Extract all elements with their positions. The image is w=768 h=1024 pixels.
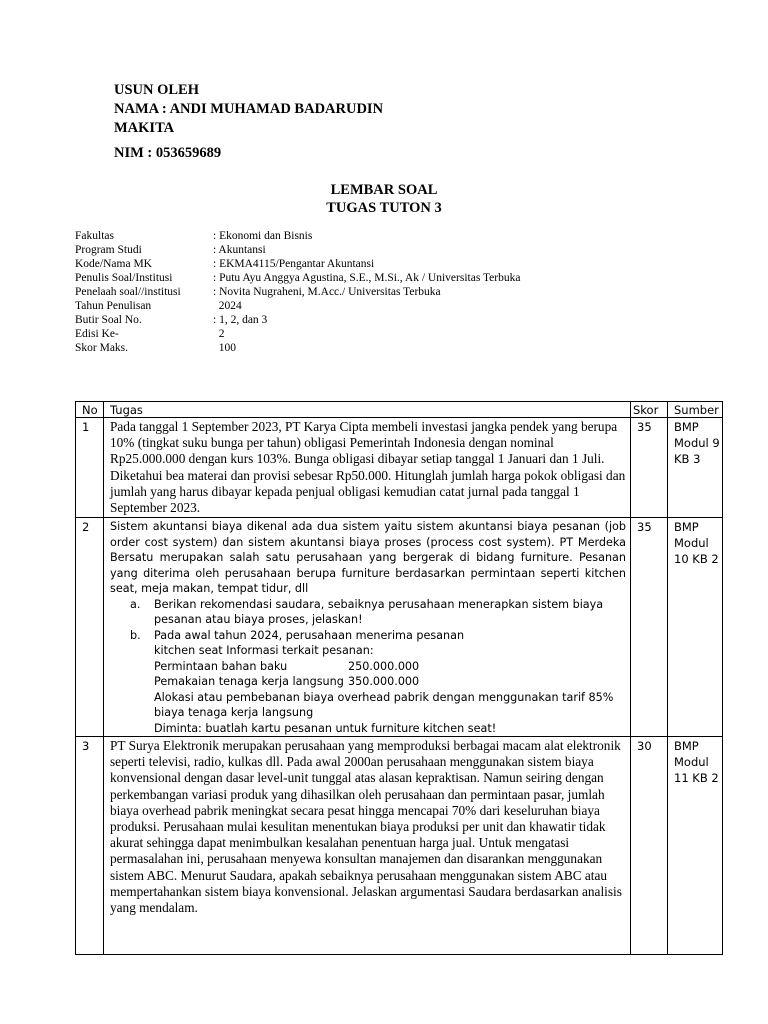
author-name: NAMA : ANDI MUHAMAD BADARUDIN MAKITA: [114, 101, 384, 136]
info-label: Kode/Nama MK: [75, 258, 152, 270]
info-value: : Novita Nugraheni, M.Acc./ Universitas Terbuka: [213, 286, 441, 298]
header-tugas: Tugas: [104, 402, 631, 418]
overhead-allocation: Alokasi atau pembebanan biaya overhead pabrik dengan menggunakan tarif 85% biaya tenaga kerja langsung: [154, 690, 614, 719]
info-value: 2: [213, 328, 225, 340]
cost-item: [110, 674, 626, 690]
task-item-b: [110, 628, 626, 644]
info-label: Penulis Soal/Institusi: [75, 272, 173, 284]
task-text: Pada tanggal 1 September 2023, PT Karya Cipta membeli investasi jangka pendek yang berupa 10% (tingkat suku bunga per tahun) obligasi Pemerintah Indonesia dengan nominal Rp25.000.000 dengan kurs 103%. Bunga obligasi dibayar setiap tanggal 1 Januari dan 1 Juli. Diketahui bea materai dan provisi sebesar Rp50.000. Hitunglah jumlah harga pokok obligasi dan jumlah yang harus dibayar kepada penjual obligasi kemudian catat jurnal pada tanggal 1 September 2023.: [104, 418, 631, 518]
info-row: [75, 271, 520, 285]
course-info: [75, 229, 520, 355]
row-number: 1: [76, 418, 104, 518]
header-skor: Skor: [631, 402, 668, 418]
info-value: : Akuntansi: [213, 244, 266, 256]
cost-label: Pemakaian tenaga kerja langsung: [154, 675, 344, 688]
task-text: [104, 518, 631, 737]
row-number: 3: [76, 737, 104, 955]
item-b-line: kitchen seat Informasi terkait pesanan:: [154, 644, 374, 657]
row-source: BMP Modul 9 KB 3: [668, 418, 723, 518]
info-row: [75, 285, 520, 299]
info-row: [75, 299, 520, 313]
row-score: 35: [631, 418, 668, 518]
cost-value: 250.000.000: [348, 659, 420, 673]
task-table: [75, 401, 723, 955]
header-title: USUN OLEH: [114, 82, 200, 98]
cost-value: 350.000.000: [348, 675, 420, 688]
task-text: PT Surya Elektronik merupakan perusahaan yang memproduksi berbagai macam alat elektronik seperti televisi, radio, kulkas dll. Pada awal 2000an perusahaan menggunakan sistem biaya konvensional dengan dasar level-unit tunggal atas alasan kepraktisan. Namun seiring dengan perkembangan variasi produk yang dihasilkan oleh perusahaan dan permintaan pasar, jumlah biaya overhead pabrik meningkat secara pesat hingga mencapai 70% dari keseluruhan biaya produksi. Perusahaan mulai kesulitan menentukan biaya produksi per unit dan khawatir tidak akurat sehingga dapat menimbulkan kesalahan penentuan harga jual. Untuk mengatasi permasalahan ini, perusahaan menyewa konsultan manajemen dan disarankan menggunakan sistem ABC. Menurut Saudara, apakah sebaiknya perusahaan menggunakan sistem ABC atau mempertahankan sistem biaya konvensional. Jelaskan argumentasi Saudara berdasarkan analisis yang mendalam.: [104, 737, 631, 955]
info-row: [75, 243, 520, 257]
author-nim: NIM : 053659689: [114, 145, 222, 161]
table-row: [76, 518, 723, 737]
item-text: Berikan rekomendasi saudara, sebaiknya perusahaan menerapkan sistem biaya pesanan atau biaya proses, jelaskan!: [154, 597, 604, 626]
header-no: No: [76, 402, 104, 418]
task-instruction: Diminta: buatlah kartu pesanan untuk furniture kitchen seat!: [154, 721, 497, 735]
table-row: [76, 418, 723, 518]
info-row: [75, 313, 520, 327]
header-sumber: Sumber: [668, 402, 723, 418]
row-source: BMP Modul 10 KB 2: [668, 518, 723, 737]
info-label: Edisi Ke-: [75, 328, 119, 340]
cost-item: [110, 659, 626, 675]
row-source: BMP Modul 11 KB 2: [668, 737, 723, 955]
info-row: [75, 341, 520, 355]
info-label: Butir Soal No.: [75, 314, 142, 326]
info-value: : Ekonomi dan Bisnis: [213, 230, 313, 242]
item-text: Pada awal tahun 2024, perusahaan menerima pesanan: [154, 628, 465, 642]
table-header-row: [76, 402, 723, 418]
row-score: 30: [631, 737, 668, 955]
info-label: Fakultas: [75, 230, 114, 242]
info-row: [75, 229, 520, 243]
item-label: b.: [130, 628, 141, 642]
row-score: 35: [631, 518, 668, 737]
info-value: 100: [213, 342, 236, 354]
info-row: [75, 257, 520, 271]
info-value: : 1, 2, dan 3: [213, 314, 268, 326]
cost-label: Permintaan bahan baku: [154, 659, 288, 673]
info-value: : EKMA4115/Pengantar Akuntansi: [213, 258, 375, 270]
info-label: Tahun Penulisan: [75, 300, 152, 312]
info-label: Penelaah soal//institusi: [75, 286, 181, 298]
task-item-a: [110, 597, 626, 628]
author-header: [114, 81, 434, 163]
info-value: : Putu Ayu Anggya Agustina, S.E., M.Si., Ak / Universitas Terbuka: [213, 272, 521, 284]
info-label: Program Studi: [75, 244, 142, 256]
document-subtitle: TUGAS TUTON 3: [326, 200, 442, 216]
info-label: Skor Maks.: [75, 342, 129, 354]
document-title: LEMBAR SOAL: [330, 182, 438, 198]
table-row: [76, 737, 723, 955]
task-intro: Sistem akuntansi biaya dikenal ada dua sistem yaitu sistem akuntansi biaya pesanan (job order cost system) dan sistem akuntansi biaya proses (process cost system). PT Merdeka Bersatu merupakan salah satu perusahaan yang bergerak di bidang furniture. Pesanan yang diterima oleh perusahaan berupa furniture berdasarkan permintaan seperti kitchen seat, meja makan, tempat tidur, dll: [110, 520, 626, 595]
info-value: 2024: [213, 300, 242, 312]
item-label: a.: [130, 597, 141, 611]
info-row: [75, 327, 520, 341]
row-number: 2: [76, 518, 104, 737]
